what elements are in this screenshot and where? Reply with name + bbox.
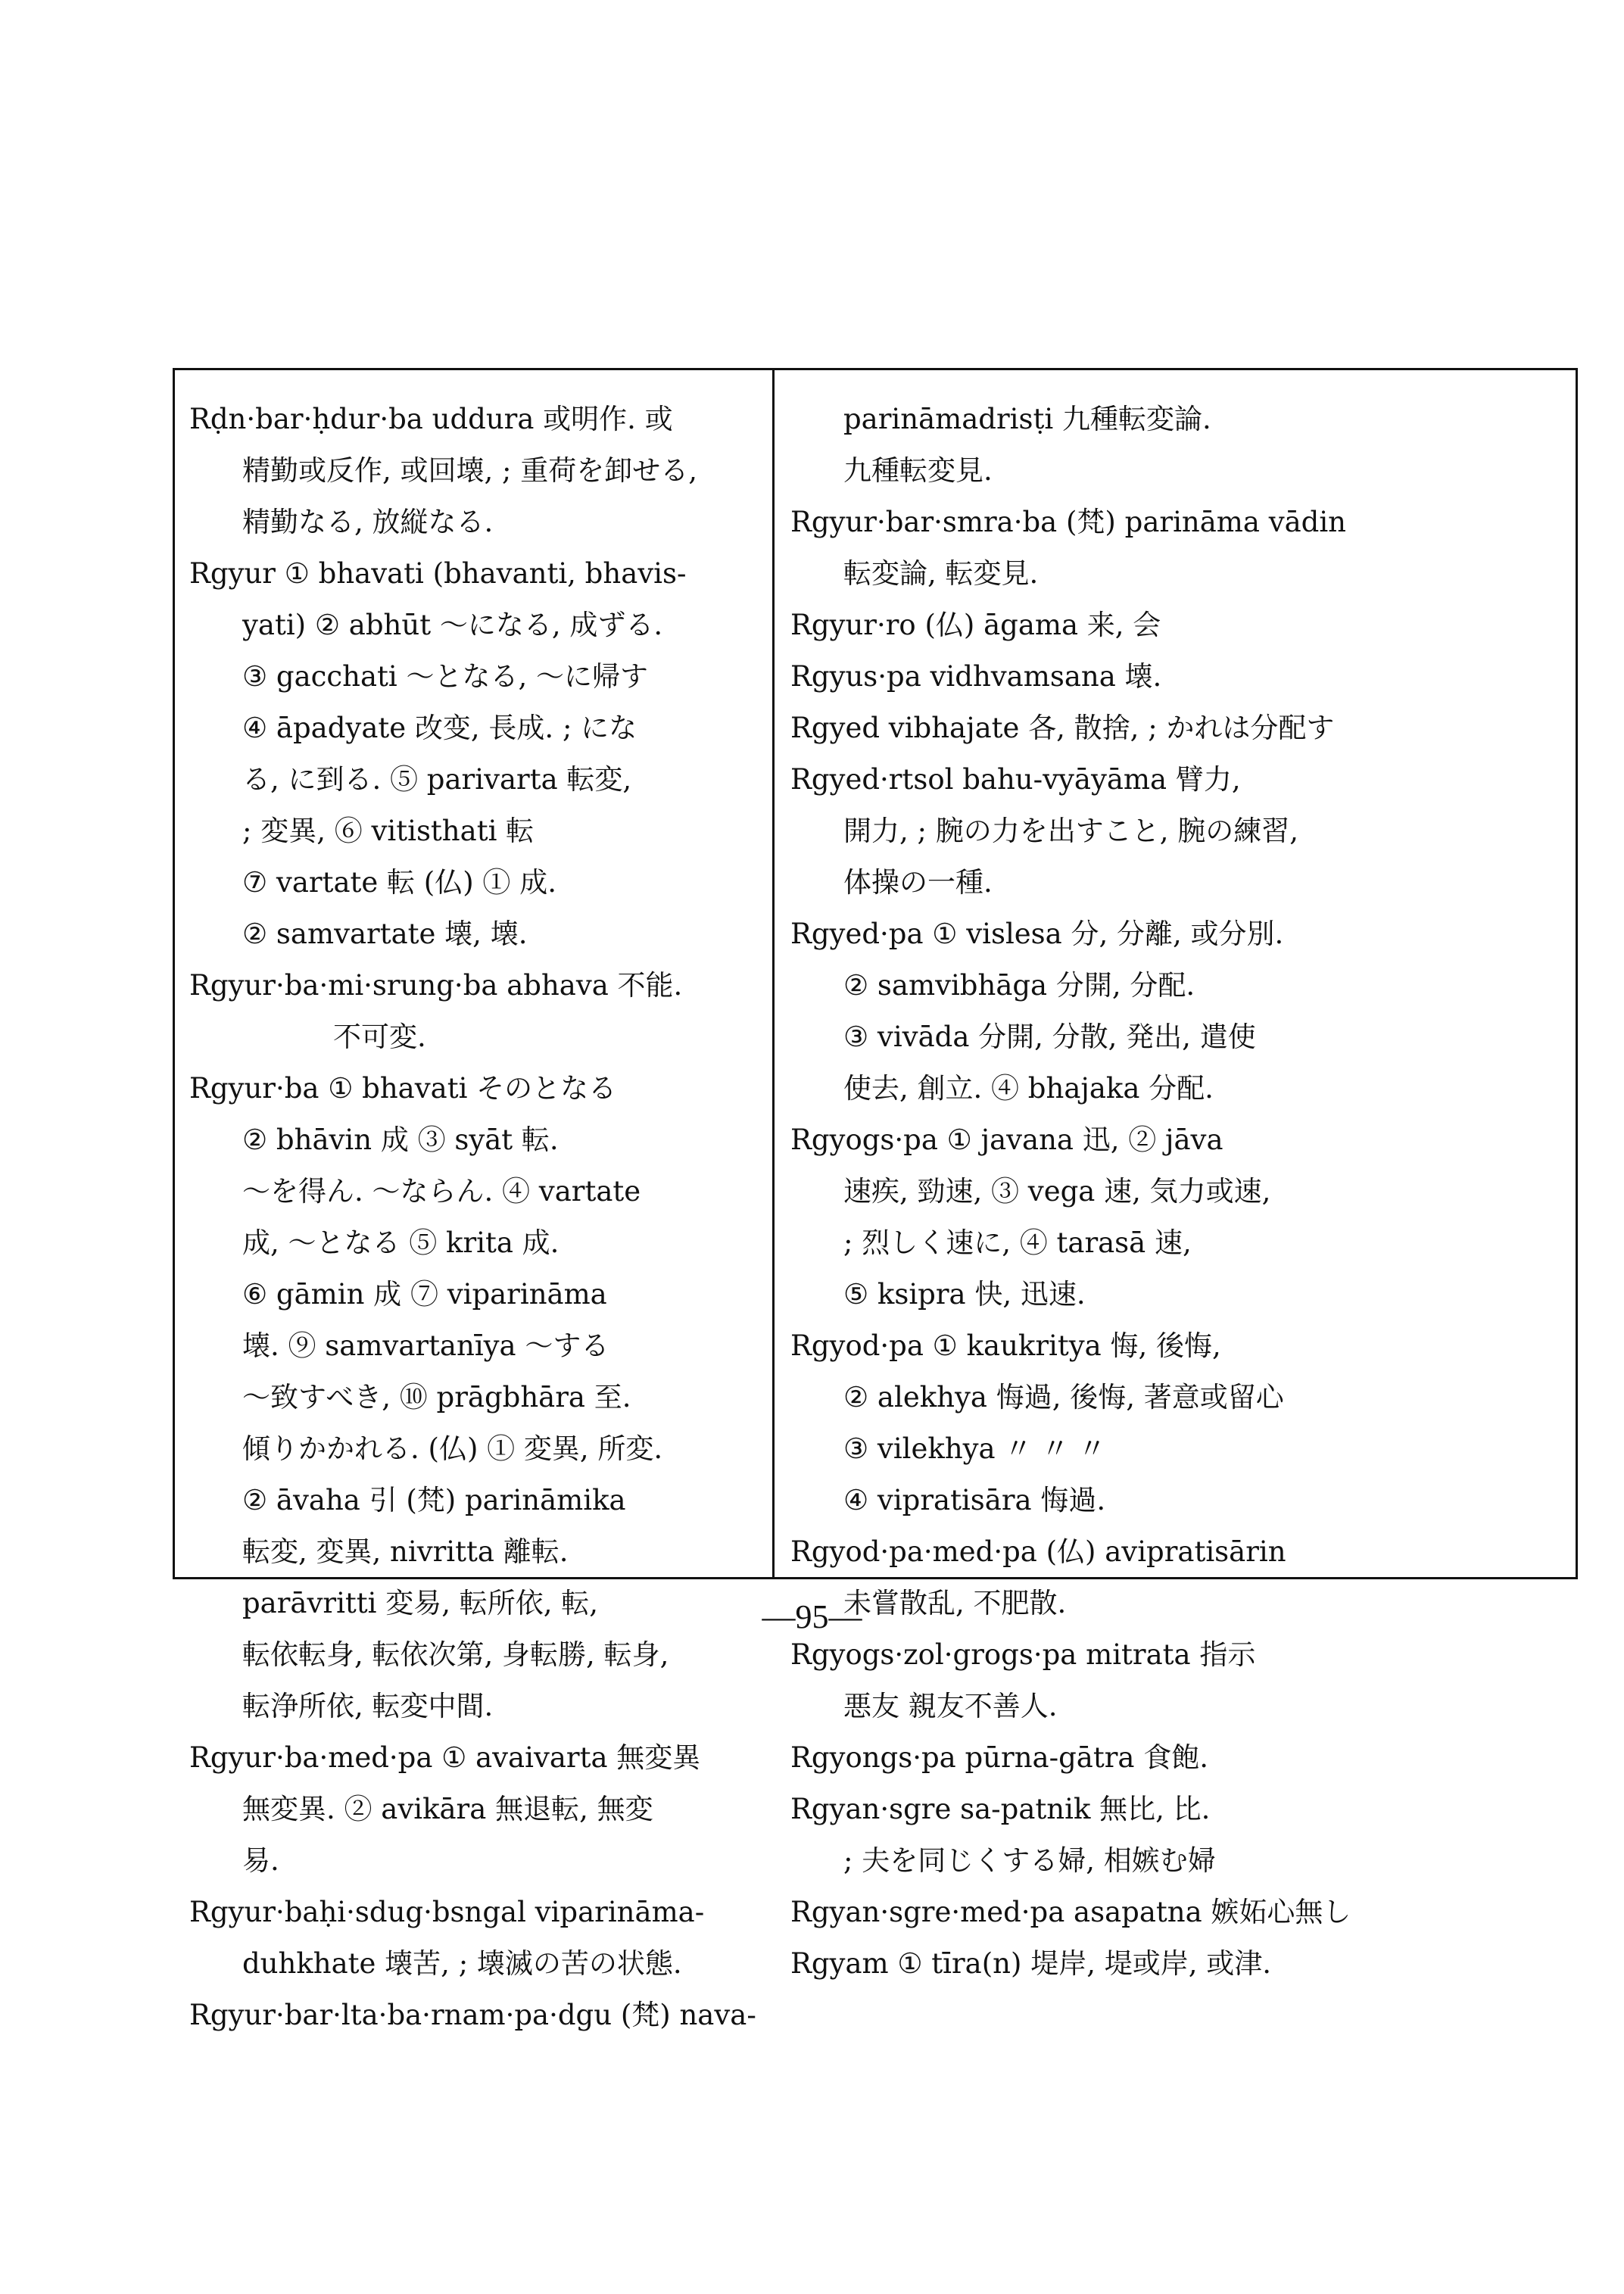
text-line: ⑥ gāmin 成 ⑦ viparināma (242, 1278, 607, 1311)
text-line: ② bhāvin 成 ③ syāt 転. (242, 1124, 559, 1156)
text-line: ～致すべき, ⑩ prāgbhāra 至. (242, 1381, 631, 1413)
text-line: Rgyur·ba ① bhavati そのとなる (189, 1072, 617, 1105)
text-line: Rgyogs·pa ① javana 迅, ② jāva (790, 1124, 1223, 1156)
text-line: 速疾, 勁速, ③ vega 速, 気力或速, (843, 1175, 1271, 1208)
text-line: ③ gacchati ～となる, ～に帰す (242, 660, 648, 693)
page-number: —95— (762, 1598, 862, 1635)
text-line: 精勤或反作, 或回壊, ; 重荷を卸せる, (242, 454, 698, 487)
text-line: 悪友 親友不善人. (843, 1690, 1058, 1722)
text-line: 精勤なる, 放縦なる. (242, 506, 494, 538)
text-line: ④ āpadyate 改变, 長成. ; にな (242, 712, 637, 744)
text-line: 不可変. (333, 1021, 426, 1053)
text-line: ⑦ vartate 転 (仏) ① 成. (242, 866, 556, 899)
text-line: ; 変異, ⑥ vitisthati 転 (242, 815, 535, 847)
text-line: Rgyur ① bhavati (bhavanti, bhavis- (189, 557, 687, 590)
text-line: parāvritti 変易, 転所依, 転, (242, 1587, 599, 1619)
text-line: Rḍn·bar·ḥdur·ba uddura 或明作. 或 (189, 403, 673, 435)
text-line: Rgyod·pa ① kaukritya 悔, 後悔, (790, 1329, 1221, 1362)
text-line: parināmadrisṭi 九種転変論. (843, 403, 1211, 435)
text-line: ⑤ ksipra 快, 迅速. (843, 1278, 1086, 1311)
text-line: ; 夫を同じくする婦, 相嫉む婦 (843, 1844, 1216, 1877)
text-line: yati) ② abhūt ～になる, 成ずる. (242, 609, 663, 641)
text-line: Rgyongs·pa pūrna-gātra 食飽. (790, 1741, 1208, 1774)
text-line: Rgyus·pa vidhvamsana 壊. (790, 660, 1162, 693)
text-line: ③ vivāda 分開, 分散, 発出, 遣使 (843, 1021, 1256, 1053)
text-line: Rgyur·baḥi·sdug·bsngal viparināma- (189, 1896, 705, 1928)
text-line: 転変論, 転変見. (843, 557, 1039, 590)
left-column (189, 394, 772, 2041)
text-line: ; 烈しく速に, ④ tarasā 速, (843, 1226, 1192, 1259)
text-line: Rgyan·sgre sa-patnik 無比, 比. (790, 1793, 1211, 1825)
text-line: 九種転変見. (843, 454, 993, 487)
text-line: ④ vipratisāra 悔過. (843, 1484, 1106, 1516)
text-line: 体操の一種. (843, 866, 993, 899)
text-line: Rgyur·ro (仏) āgama 来, 会 (790, 609, 1161, 641)
text-line: duhkhate 壊苦, ; 壊滅の苦の状態. (242, 1947, 682, 1980)
text-line: Rgyan·sgre·med·pa asapatna 嫉妬心無し (790, 1896, 1351, 1928)
text-line: 転変, 変異, nivritta 離転. (242, 1535, 569, 1568)
text-line: Rgyed·rtsol bahu-vyāyāma 臂力, (790, 763, 1241, 796)
text-line: Rgyur·ba·mi·srung·ba abhava 不能. (189, 969, 683, 1002)
column-divider (772, 368, 775, 1579)
text-line: ② āvaha 引 (梵) parināmika (242, 1484, 626, 1516)
right-column (790, 394, 1570, 1990)
text-line: ～を得ん. ～ならん. ④ vartate (242, 1175, 641, 1208)
text-line: ② alekhya 悔過, 後悔, 著意或留心 (843, 1381, 1284, 1413)
text-line: 壊. ⑨ samvartanīya ～する (242, 1329, 609, 1362)
text-line: Rgyur·bar·smra·ba (梵) parināma vādin (790, 506, 1347, 538)
text-line: Rgyam ① tīra(n) 堤岸, 堤或岸, 或津. (790, 1947, 1271, 1980)
text-line: Rgyur·bar·lta·ba·rnam·pa·dgu (梵) nava- (189, 1999, 756, 2031)
text-line: 易. (242, 1844, 279, 1877)
text-line: ③ vilekhya 〃 〃 〃 (843, 1432, 1106, 1465)
text-line: 未嘗散乱, 不肥散. (843, 1587, 1067, 1619)
text-line: Rgyed·pa ① vislesa 分, 分離, 或分別. (790, 918, 1284, 950)
text-line: Rgyogs·zol·grogs·pa mitrata 指示 (790, 1638, 1256, 1671)
text-line: Rgyod·pa·med·pa (仏) avipratisārin (790, 1535, 1286, 1568)
text-line: Rgyed vibhajate 各, 散捨, ; かれは分配す (790, 712, 1335, 744)
text-line: 開力, ; 腕の力を出すこと, 腕の練習, (843, 815, 1299, 847)
text-line: 使去, 創立. ④ bhajaka 分配. (843, 1072, 1214, 1105)
text-line: ② samvartate 壊, 壊. (242, 918, 528, 950)
text-line: 転浄所依, 転変中間. (242, 1690, 494, 1722)
text-line: 無変異. ② avikāra 無退転, 無変 (242, 1793, 653, 1825)
text-line: ② samvibhāga 分開, 分配. (843, 969, 1195, 1002)
text-line: る, に到る. ⑤ parivarta 転変, (242, 763, 632, 796)
text-line: 転依転身, 転依次第, 身転勝, 転身, (242, 1638, 669, 1671)
text-line: 傾りかかれる. (仏) ① 変異, 所変. (242, 1432, 663, 1465)
text-line: 成, ～となる ⑤ krita 成. (242, 1226, 560, 1259)
text-line: Rgyur·ba·med·pa ① avaivarta 無変異 (189, 1741, 701, 1774)
